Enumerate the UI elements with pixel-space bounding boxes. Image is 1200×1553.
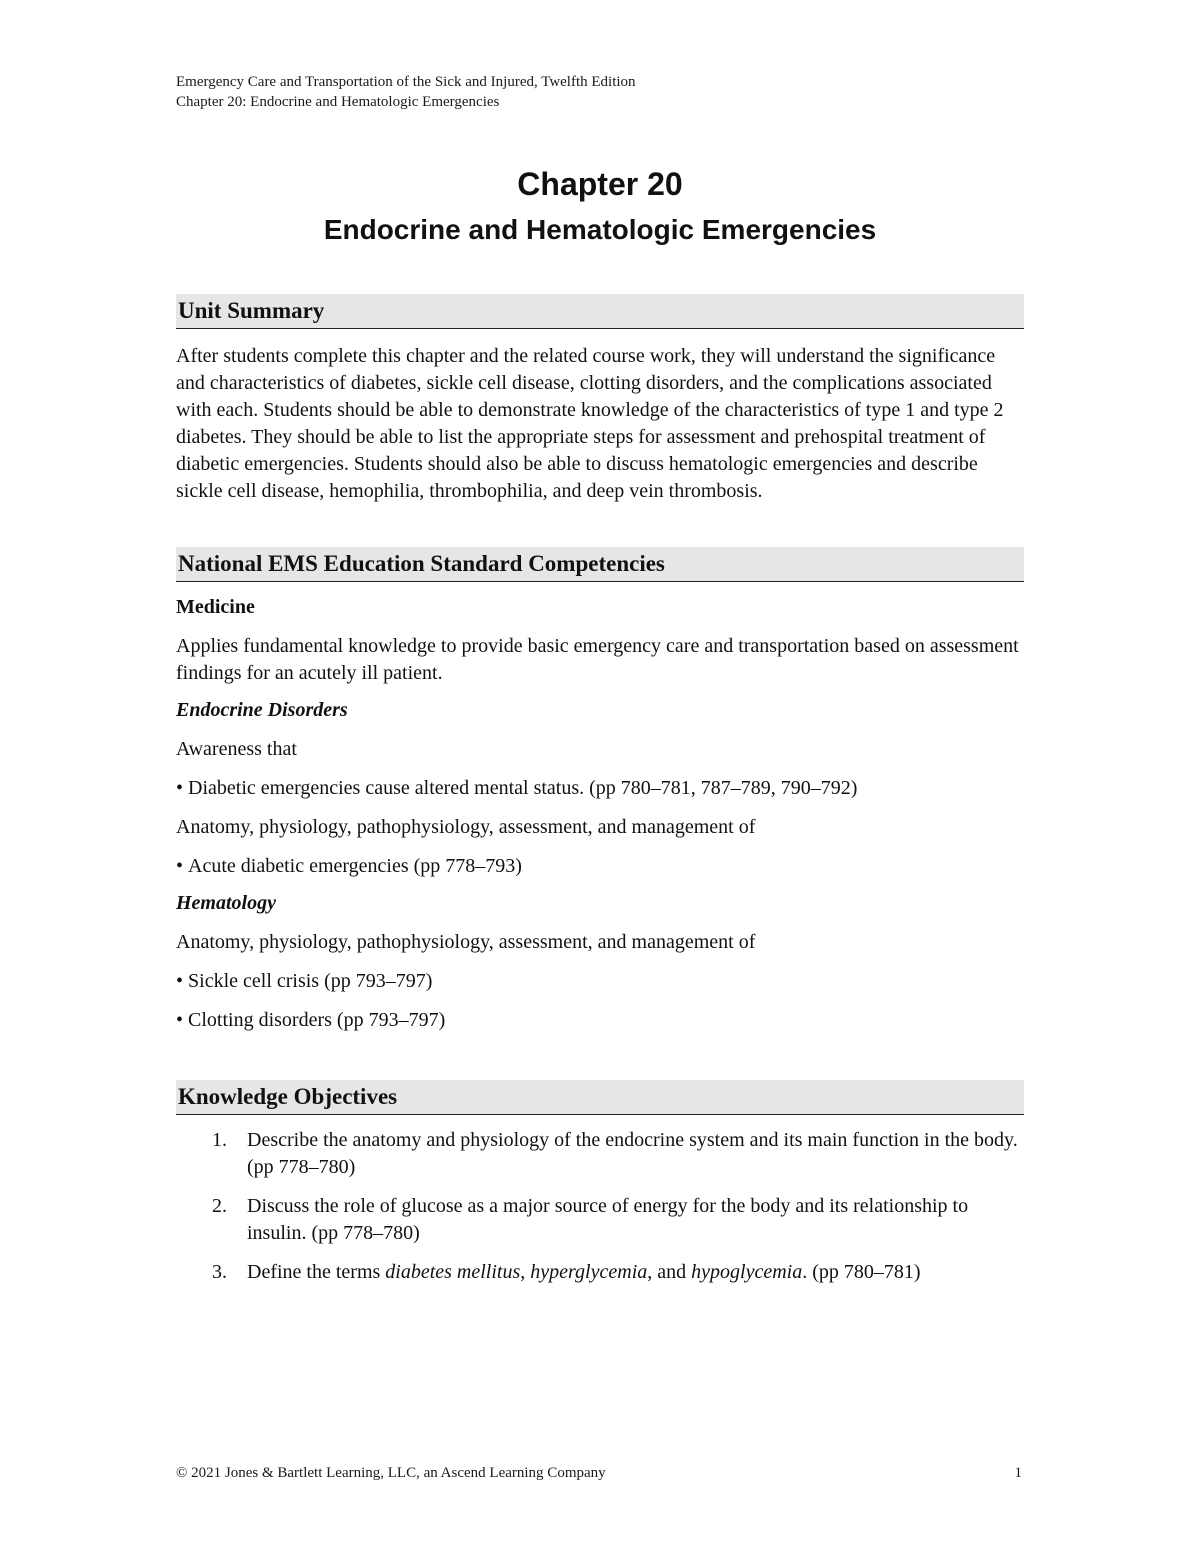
objective-number: 2. bbox=[212, 1195, 227, 1217]
endocrine-subheading: Endocrine Disorders bbox=[176, 699, 348, 721]
hematology-subheading: Hematology bbox=[176, 892, 276, 914]
objectives-list bbox=[176, 1127, 1024, 1286]
page-number: 1 bbox=[1014, 1465, 1022, 1481]
objective-text: Describe the anatomy and physiology of the endocrine system and its main function in the body. (pp 778–780) bbox=[247, 1129, 1018, 1178]
objective-separator: , bbox=[520, 1261, 531, 1283]
running-header bbox=[176, 72, 636, 112]
awareness-text: Awareness that bbox=[176, 738, 297, 760]
objective-item bbox=[176, 1127, 1024, 1181]
term-hypoglycemia: hypoglycemia bbox=[691, 1261, 803, 1283]
header-chapter-title: Chapter 20: Endocrine and Hematologic Emergencies bbox=[176, 94, 500, 110]
chapter-number: Chapter 20 bbox=[517, 166, 683, 202]
hematology-bullet-2: • Clotting disorders (pp 793–797) bbox=[176, 1007, 1024, 1034]
chapter-title: Endocrine and Hematologic Emergencies bbox=[323, 214, 877, 245]
objective-number: 3. bbox=[212, 1261, 227, 1283]
objective-text-pre: Define the terms bbox=[247, 1261, 386, 1283]
copyright-text: © 2021 Jones & Bartlett Learning, LLC, an Ascend Learning Company bbox=[176, 1465, 606, 1481]
objective-item bbox=[176, 1259, 1024, 1286]
endocrine-bullet-2: • Acute diabetic emergencies (pp 778–793) bbox=[176, 853, 1024, 880]
anatomy-text-1: Anatomy, physiology, pathophysiology, assessment, and management of bbox=[176, 816, 756, 838]
unit-summary-heading: Unit Summary bbox=[176, 294, 1024, 329]
objective-separator: , and bbox=[647, 1261, 692, 1283]
hematology-bullet-1: • Sickle cell crisis (pp 793–797) bbox=[176, 968, 1024, 995]
medicine-subheading: Medicine bbox=[176, 596, 255, 618]
objectives-heading: Knowledge Objectives bbox=[176, 1080, 1024, 1115]
medicine-text: Applies fundamental knowledge to provide basic emergency care and transportation based on assessment findings for an acutely ill patient. bbox=[176, 635, 1019, 684]
objective-number: 1. bbox=[212, 1129, 227, 1151]
objective-text: Discuss the role of glucose as a major source of energy for the body and its relationship to insulin. (pp 778–780) bbox=[247, 1195, 969, 1244]
objective-item bbox=[176, 1193, 1024, 1247]
term-diabetes-mellitus: diabetes mellitus bbox=[385, 1261, 521, 1283]
main-content bbox=[176, 294, 1024, 1298]
unit-summary-text: After students complete this chapter and the related course work, they will understand the significance and characteristics of diabetes, sickle cell disease, clotting disorders, and the complications associated with each. Students should be able to demonstrate knowledge of the characteristics of type 1 and type 2 diabetes. They should be able to list the appropriate steps for assessment and prehospital treatment of diabetic emergencies. Students should also be able to discuss hematologic emergencies and describe sickle cell disease, hemophilia, thrombophilia, and deep vein thrombosis. bbox=[176, 345, 1004, 502]
objective-text-post: . (pp 780–781) bbox=[802, 1261, 921, 1283]
competencies-heading: National EMS Education Standard Competencies bbox=[176, 547, 1024, 582]
header-book-title: Emergency Care and Transportation of the Sick and Injured, Twelfth Edition bbox=[176, 74, 636, 90]
term-hyperglycemia: hyperglycemia bbox=[530, 1261, 648, 1283]
anatomy-text-2: Anatomy, physiology, pathophysiology, assessment, and management of bbox=[176, 931, 756, 953]
endocrine-bullet-1: • Diabetic emergencies cause altered mental status. (pp 780–781, 787–789, 790–792) bbox=[176, 775, 1024, 802]
